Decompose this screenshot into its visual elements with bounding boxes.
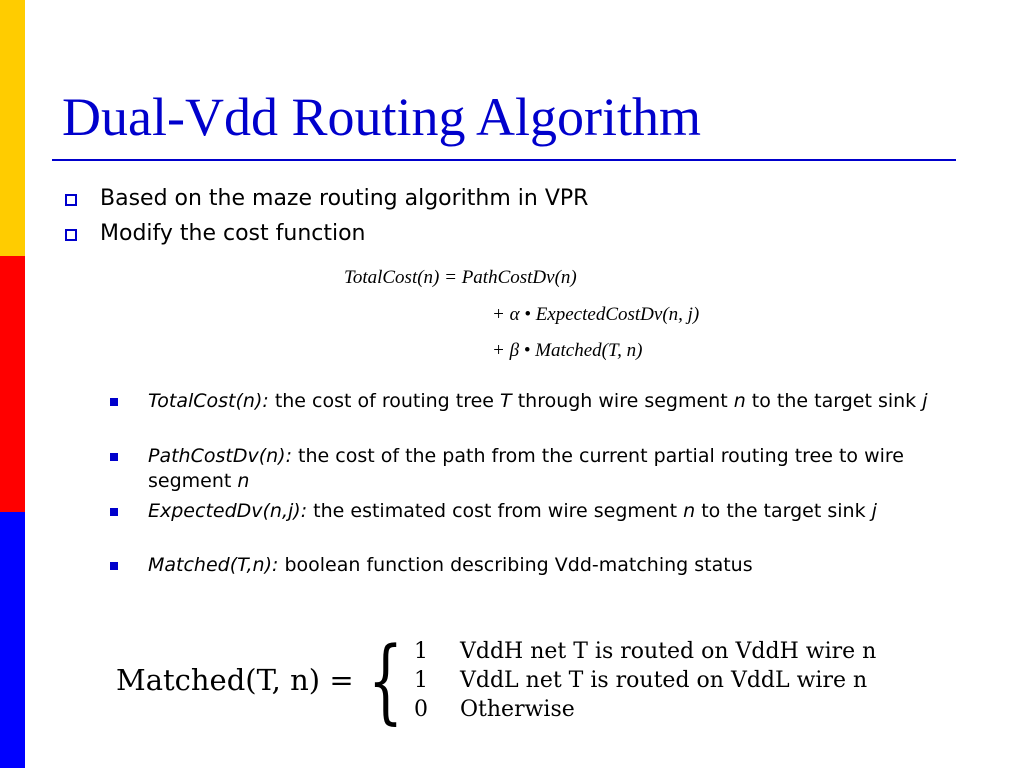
stripe-red xyxy=(0,256,25,512)
case-condition: VddH net T is routed on VddH wire n xyxy=(460,639,877,664)
definition-term: TotalCost(n): xyxy=(148,390,269,412)
definition-term: ExpectedDv(n,j): xyxy=(148,500,308,522)
title-underline xyxy=(52,159,956,161)
bullet-text: Based on the maze routing algorithm in VPR xyxy=(100,186,589,211)
definition-text: Matched(T,n): boolean function describing Vdd-matching status xyxy=(148,554,753,576)
case-condition: Otherwise xyxy=(460,697,575,722)
square-bullet-icon xyxy=(110,562,118,570)
definition-text: ExpectedDv(n,j): the estimated cost from wire segment n to the target sink j xyxy=(148,500,877,522)
case-value: 1 xyxy=(414,639,428,664)
equation-line-1: TotalCost(n) = PathCostDv(n) xyxy=(344,267,577,288)
matched-formula-lhs: Matched(T, n) = xyxy=(116,663,354,697)
stripe-yellow xyxy=(0,0,25,256)
hollow-square-bullet-icon xyxy=(65,229,77,241)
square-bullet-icon xyxy=(110,453,118,461)
stripe-blue xyxy=(0,512,25,768)
slide-title: Dual-Vdd Routing Algorithm xyxy=(62,87,701,147)
case-value: 1 xyxy=(414,668,428,693)
equation-line-2: + α • ExpectedCostDv(n, j) xyxy=(492,304,700,325)
equation-line-3: + β • Matched(T, n) xyxy=(492,340,643,361)
definition-term: Matched(T,n): xyxy=(148,554,279,576)
square-bullet-icon xyxy=(110,508,118,516)
left-brace-icon: { xyxy=(368,627,404,734)
definition-term: PathCostDv(n): xyxy=(148,445,292,467)
hollow-square-bullet-icon xyxy=(65,194,77,206)
case-condition: VddL net T is routed on VddL wire n xyxy=(460,668,868,693)
definition-text: TotalCost(n): the cost of routing tree T through wire segment n to the target sink j xyxy=(148,390,928,412)
square-bullet-icon xyxy=(110,398,118,406)
bullet-text: Modify the cost function xyxy=(100,221,366,246)
definition-text: PathCostDv(n): the cost of the path from the current partial routing tree to wire segment n xyxy=(148,445,904,492)
case-value: 0 xyxy=(414,697,428,722)
